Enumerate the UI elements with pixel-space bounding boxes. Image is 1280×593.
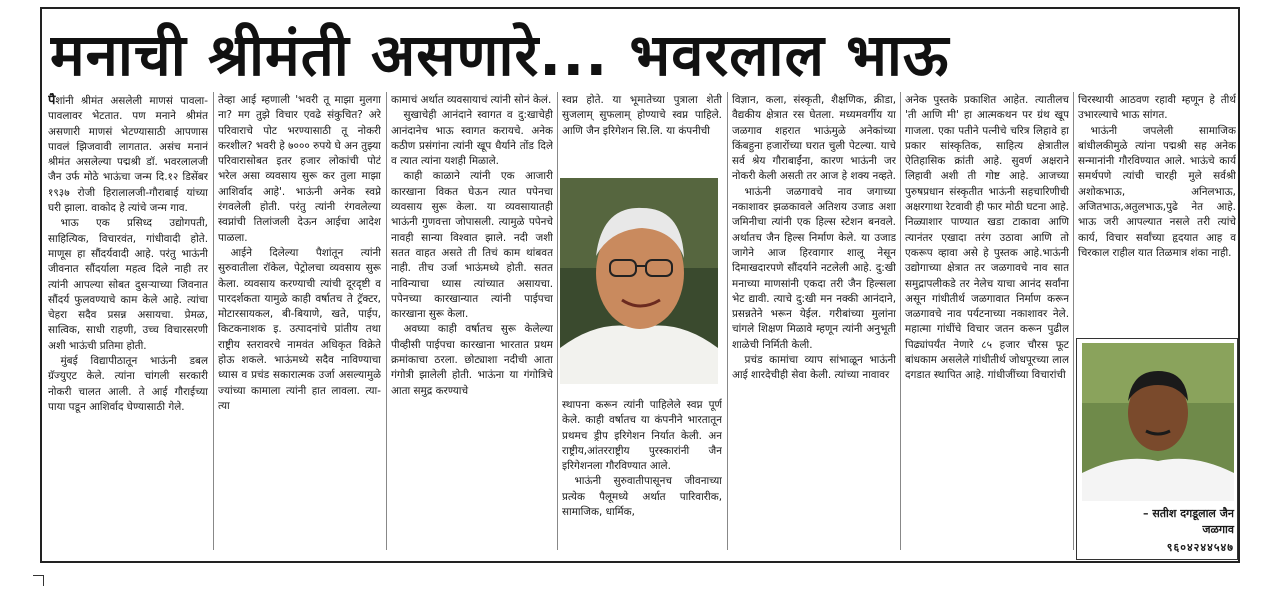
article-column-3 (391, 93, 553, 555)
drop-word: पै (48, 93, 56, 108)
paragraph: भाऊंनी सुरुवातीपासूनच जीवनाच्या प्रत्येक पैलूमध्ये अर्थात पारिवारीक, सामाजिक, धार्मिक, (562, 475, 722, 519)
paragraph-text: शांनी श्रीमंत असलेली माणसं पावला-पावलावर भेटतात. पण मनाने श्रीमंत असणारी माणसं भेटण्यासाठी आपणास पावलं झिजवावी लागतात. असंच मनानं श्रीमंत असलेल्या पद्मश्री डॉ. भवरलालजी जैन उर्फ मोठे भाऊंचा जन्म दि.१२ डिसेंबर १९३७ रोजी हिरालालजी-गौराबाई यांच्या घरी झाला. वाकोद हे त्यांचे जन्म गाव. (48, 95, 208, 215)
article-column-6 (905, 93, 1069, 555)
paragraph: अवघ्या काही वर्षातच सुरू केलेल्या पीव्हीसी पाईपचा कारखाना भारतात प्रथम क्रमांकाचा ठरला. छोट्याशा नदीची आता गंगोत्री झालेली होती. भाऊंना या गंगोत्रिचे आता समुद्र करण्याचे (391, 323, 553, 397)
article-column-4-top (562, 93, 722, 171)
portrait-illustration (560, 178, 718, 384)
author-place: जळगाव (1202, 523, 1234, 536)
portrait-photo-bhavarlal-jain (560, 178, 718, 384)
paragraph: प्रचंड कामांचा व्याप सांभाळून भाऊंनी आई शारदेचीही सेवा केली. त्यांच्या नावावर (732, 354, 896, 382)
author-phone: ९६०४२४४५४७ (1166, 541, 1234, 554)
column-divider (557, 92, 558, 550)
paragraph: आईने दिलेल्या पैशांतून त्यांनी सुरुवातीला रॉकेल, पेट्रोलचा व्यवसाय सुरू केला. व्यवसाय करण्याची त्यांची दूरदृष्टी व पारदर्शकता यामुळे काही वर्षातच ते ट्रॅक्टर, मोटारसायकल, बी-बियाणे, खते, पाईप, किटकनाशक इ. उत्पादनांचे प्रांतीय तथा राष्ट्रीय स्तरावरचे नामवंत अधिकृत विक्रेते होऊ शकले. भाऊंमध्ये सदैव नाविण्याचा ध्यास व प्रचंड सकारात्मक उर्जा असल्यामुळे ज्यांच्या कामाला त्यांनी हात लावला. त्या-त्या (218, 246, 381, 412)
paragraph: तेव्हा आई म्हणाली 'भवरी तू माझा मुलगा ना? मग तुझे विचार एवढे संकुचित? अरे परिवाराचे पोट भरण्यासाठी तू नोकरी करशील? भवरी हे ७००० रुपये घे अन तुझ्या परिवारासोबत इतर हजार लोकांची पोटं भरेल असा व्यवसाय सुरू कर तुला माझा आशिर्वाद आहे'. भाऊंनी अनेक स्वप्ने रंगवलेली होती. परंतु त्यांनी रंगवलेल्या स्वप्नांची तिलांजली देऊन आईचा आदेश पाळला. (218, 94, 381, 244)
paragraph: स्थापना करून त्यांनी पाहिलेले स्वप्न पूर्ण केले. काही वर्षातच या कंपनीने भारतातून प्रथमच ड्रीप इरिगेशन निर्यात केली. अन राष्ट्रीय,आंतरराष्ट्रीय पुरस्कारांनी जैन इरिगेशनला गौरविण्यात आले. (562, 399, 722, 473)
paragraph: विज्ञान, कला, संस्कृती, शैक्षणिक, क्रीडा, वैद्यकीय क्षेत्रात रस घेतला. मध्यमवर्गीय या जळगाव शहरात भाऊंमुळे अनेकांच्या किंबहुना हजारोंच्या घरात चुली पेटल्या. याचे सर्व श्रेय गौराबाईंना, कारण भाऊंनी जर नोकरी केली असती तर आज हे शक्य नव्हते. (732, 94, 896, 183)
column-divider (213, 92, 214, 550)
paragraph: अनेक पुस्तके प्रकाशित आहेत. त्यातीलच 'ती आणि मी' हा आत्मकथन पर ग्रंथ खूप गाजला. एका पतीने पत्नीचे चरित्र लिहावे हा प्रकार सांस्कृतिक, साहित्य क्षेत्रातील ऐतिहासिक क्रांती आहे. सुवर्ण अक्षराने लिहावी अशी ती गोष्ट आहे. आजच्या पुरुषप्रधान संस्कृतीत भाऊंनी सहचारिणीची अक्षरगाथा रेटवावी ही फार मोठी घटना आहे. निळ्याशार पाण्यात खडा टाकावा आणि त्यानंतर एखादा तरंग उठावा आणि तो एकरूप व्हावा असे हे पुस्तक आहे.भाऊंनी उद्योगाच्या क्षेत्रात तर जळगावचे नाव सात समुद्रापलीकडे तर नेलेच याचा आनंद सर्वांना असून गांधीतीर्थ जळगावात निर्माण करून जळगावचे नाव पर्यटनाच्या नकाशावर नेले. महात्मा गांधींचे विचार जतन करून पुढील पिढ्यांपर्यंत नेणारे ८५ हजार चौरस फूट बांधकाम असलेले गांधीतीर्थ जोधपूरच्या लाल दगडात स्थापित आहे. गांधीजींच्या विचारांची (905, 94, 1069, 382)
paragraph: मुंबई विद्यापीठातून भाऊंनी डबल ग्रॅज्युएट केले. त्यांना चांगली सरकारी नोकरी चालत आली. ते आई गौराईच्या पाया पडून आशिर्वाद घेण्यासाठी गेले. (48, 355, 208, 413)
paragraph: भाऊंनी जपलेली सामाजिक बांधीलकीमुळे त्यांना पद्मश्री सह अनेक सन्मानांनी गौरविण्यात आले. भाऊंचे कार्य समर्थपणे त्यांची चारही मुले सर्वश्री अशोकभाऊ, अनिलभाऊ, अजितभाऊ,अतुलभाऊ,पुढे नेत आहे. भाऊ जरी आपल्यात नसले तरी त्यांचे कार्य, विचार सर्वांच्या हृदयात आह व चिरकाल राहील यात तिळमात्र शंका नाही. (1078, 124, 1236, 259)
column-divider (727, 92, 728, 550)
crop-mark (33, 575, 44, 586)
paragraph: भाऊ एक प्रसिध्द उद्योगपती, साहित्यिक, विचारवंत, गांधीवादी होते. माणूस हा सौंदर्यवादी आहे. परंतु भाऊंनी जीवनात सौंदर्याला महत्व दिले नाही तर त्यांनी आपल्या सोबत दुसऱ्याच्या जिवनात सौंदर्य फुलवण्याचे काम केले आहे. त्यांचा चेहरा सदैव प्रसन्न असायचा. प्रेमळ, सात्विक, साधी राहणी, उच्च विचारसरणी अशी भाऊंची प्रतिमा होती. (48, 217, 208, 352)
column-divider (900, 92, 901, 550)
paragraph: सुखाचेही आनंदाने स्वागत व दु:खाचेही आनंदानेच भाऊ स्वागत करायचे. अनेक कठीण प्रसंगांना त्यांनी खूप धैर्याने तोंड दिले व त्यात त्यांना यशही मिळाले. (391, 109, 553, 168)
paragraph (48, 93, 208, 216)
column-divider (1073, 92, 1074, 550)
author-photo (1082, 343, 1234, 501)
article-headline: मनाची श्रीमंती असणारे... भवरलाल भाऊ (50, 21, 950, 89)
paragraph: काही काळाने त्यांनी एक आजारी कारखाना विकत घेऊन त्यात पपेनचा व्यवसाय सुरू केला. या व्यवसायातही भाऊंनी गुणवत्ता जोपासली. त्यामुळे पपेनचे नावही सान्या विश्वात झाले. नदी जशी सतत वाहत असते ती तिचं काम थांबवत नाही. तीच उर्जा भाऊंमध्ये होती. सतत नाविन्याचा ध्यास त्यांच्यात असायचा. पपेनच्या कारखान्यात त्यांनी पाईपचा कारखाना सुरू केला. (391, 170, 553, 321)
author-name: – सतीश दगडूलाल जैन (1143, 507, 1234, 520)
article-column-5 (732, 93, 896, 555)
column-divider (386, 92, 387, 550)
article-column-2 (218, 93, 381, 555)
article-column-1 (48, 93, 208, 555)
paragraph: स्वप्न होते. या भूमातेच्या पुत्राला शेती सुजलाम् सुफलाम् होण्याचे स्वप्न पाहिले. आणि जैन इरिगेशन सि.लि. या कंपनीची (562, 94, 722, 137)
article-column-4-bottom (562, 398, 722, 558)
author-illustration (1082, 343, 1234, 501)
article-column-7 (1078, 93, 1236, 333)
paragraph: कामाचं अर्थात व्यवसायाचं त्यांनी सोनं केलं. (391, 94, 552, 106)
paragraph: चिरस्थायी आठवण रहावी म्हणून हे तीर्थ उभारल्याचे भाऊ सांगत. (1078, 94, 1236, 122)
paragraph: भाऊंनी जळगावचे नाव जगाच्या नकाशावर झळकावले अतिशय उजाड अशा जमिनीचा त्यांनी एक हिल्स स्टेशन बनवले. अर्थातच जैन हिल्स निर्माण केले. या उजाड जागेने आज हिरवागार शालू नेसून दिमाखदारपणे सौंदर्याने नटलेली आहे. दु:खी मनाच्या माणसांनी एकदा तरी जैन हिल्सला भेट द्यावी. त्याचे दु:खी मन नक्की आनंदाने, प्रसन्नतेने भरून येईल. गरीबांच्या मुलांना चांगले शिक्षण मिळावे म्हणून त्यांनी अनुभूती शाळेची निर्मिती केली. (732, 185, 896, 351)
